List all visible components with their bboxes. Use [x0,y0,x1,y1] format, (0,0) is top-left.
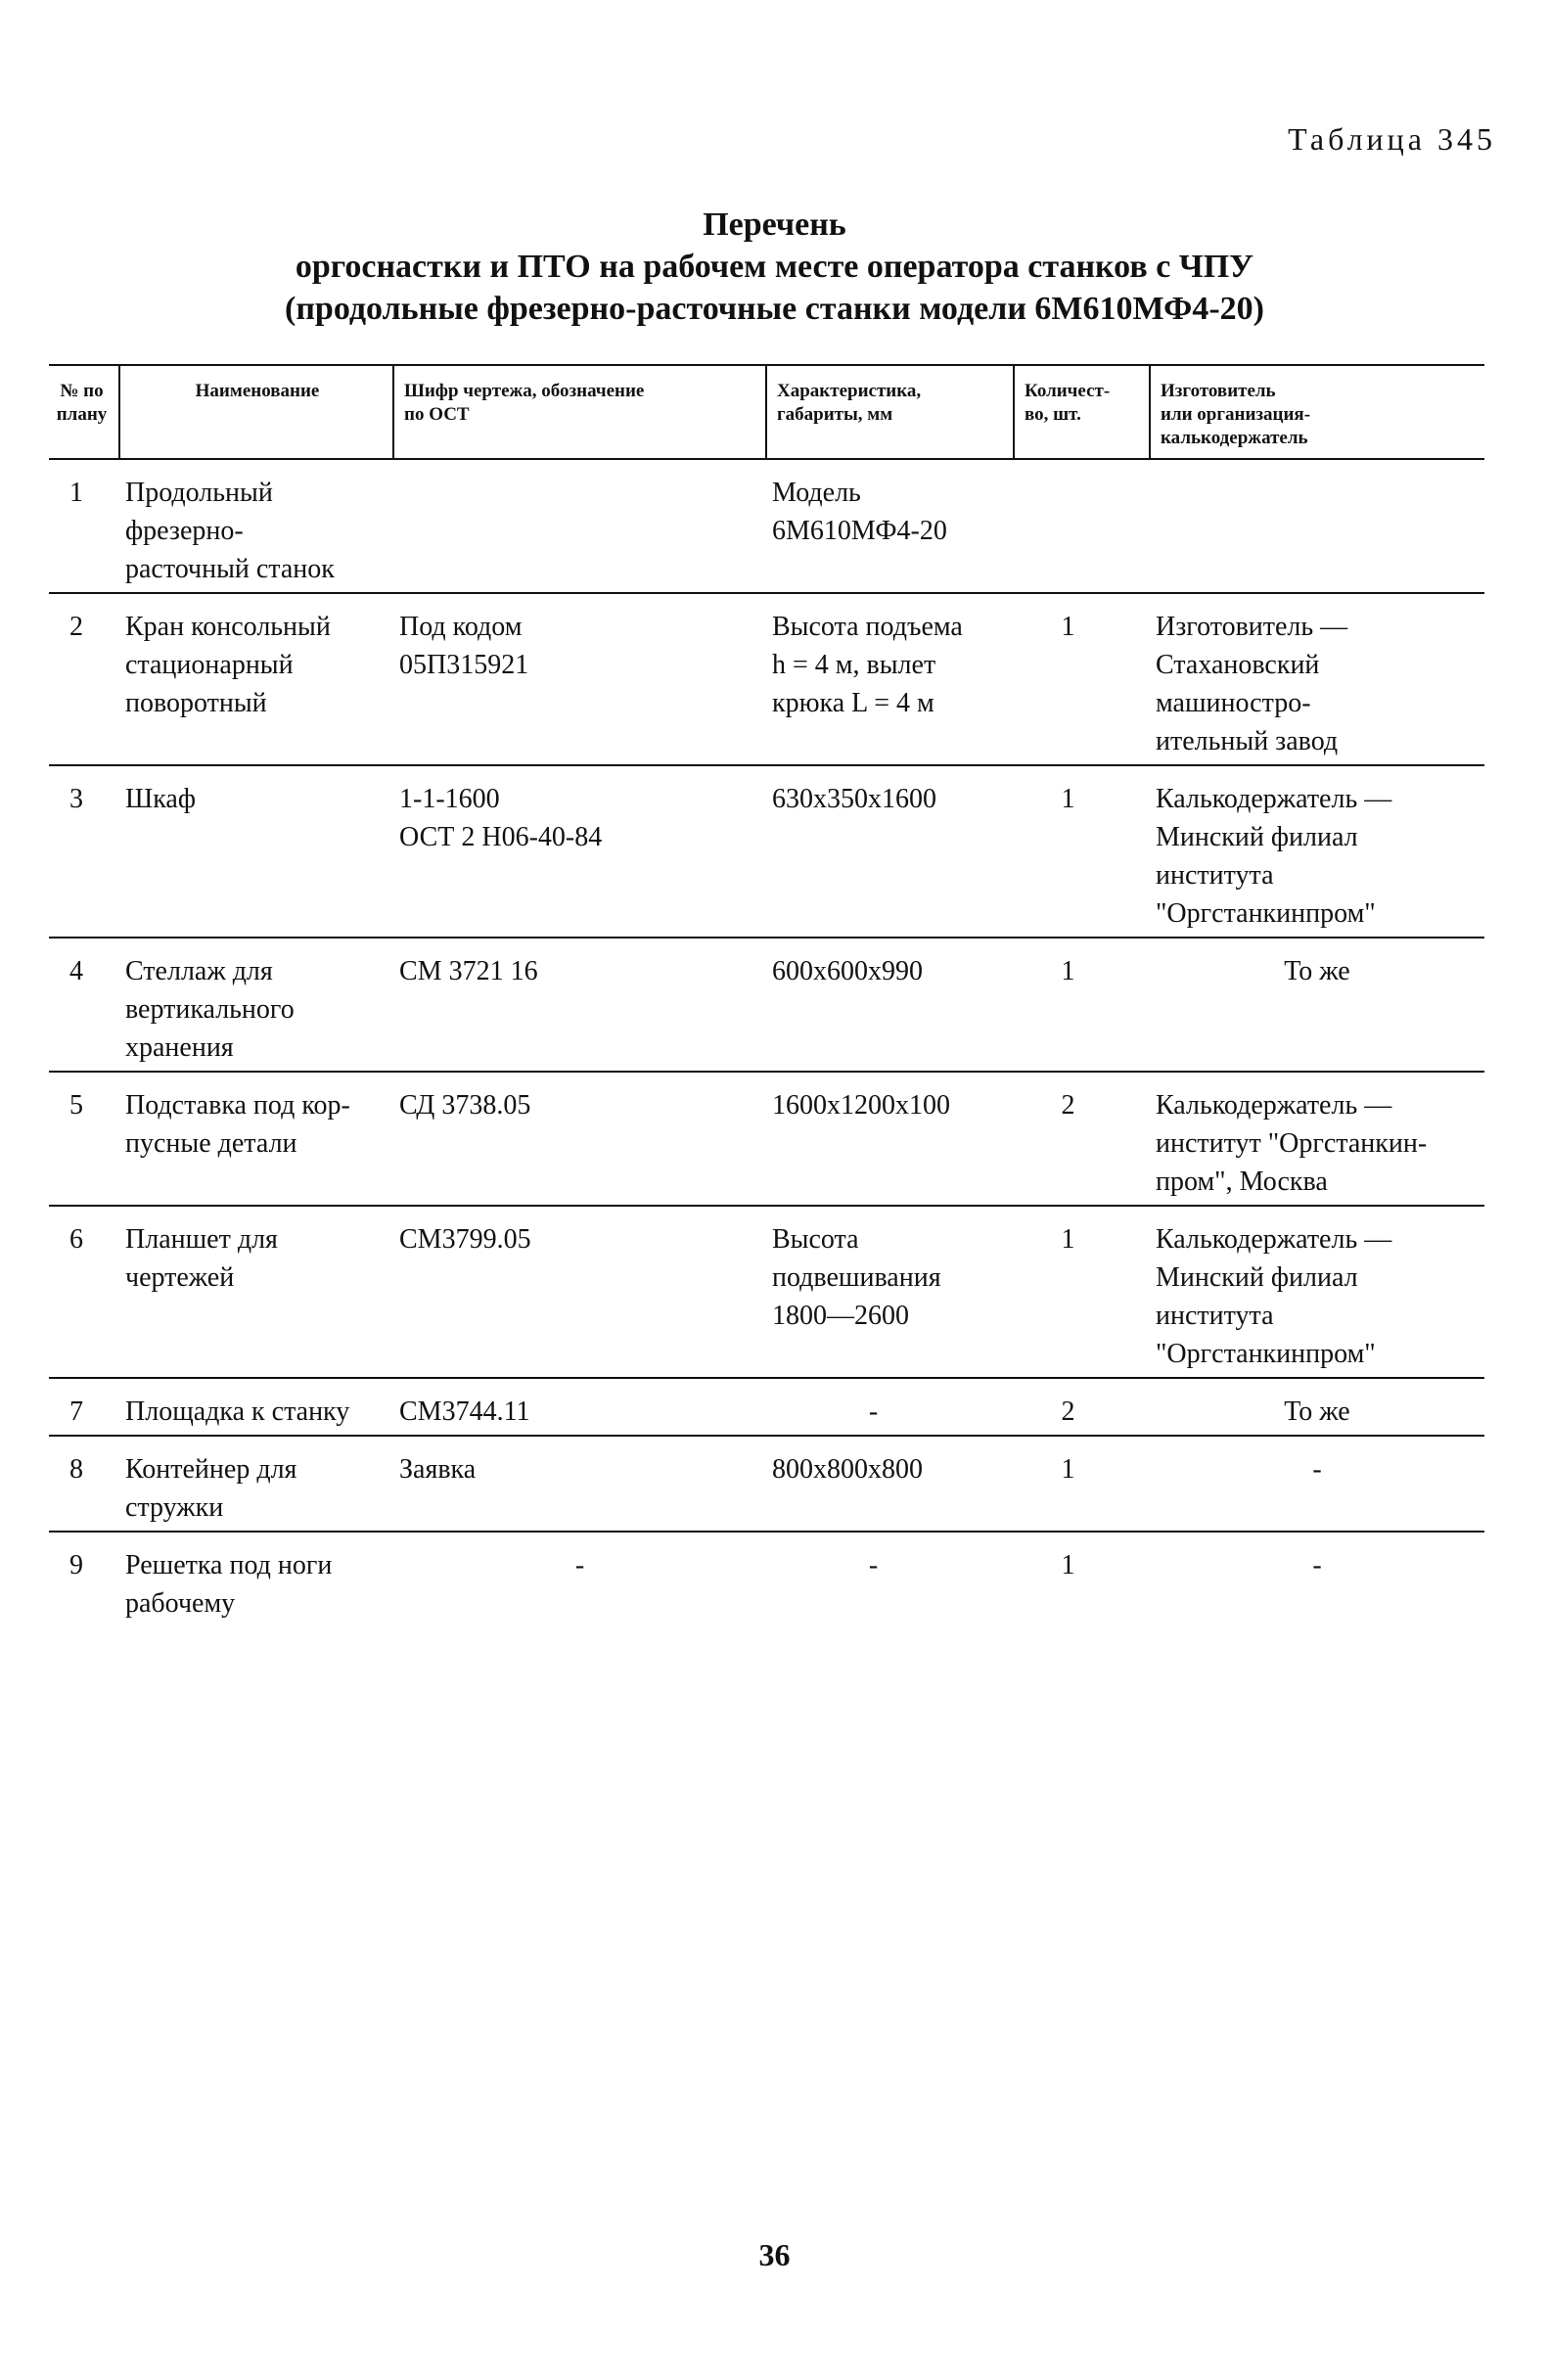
header-plan-number: № по плану [49,365,119,459]
table-row [49,459,1484,593]
row-quantity: 1 [1014,1436,1150,1532]
title-line-1: Перечень [703,206,846,243]
row-code: СМ3799.05 [393,1206,766,1378]
row-maker: Калькодержатель — Минский филиал института "Оргстанкинпром" [1150,765,1484,938]
row-name: Площадка к станку [119,1378,393,1436]
header-manufacturer: Изготовитель или организация- калькодержатель [1150,365,1484,459]
table-row [49,1532,1484,1626]
row-code: 1-1-1600 ОСТ 2 Н06-40-84 [393,765,766,938]
row-name: Продольный фрезерно- расточный станок [119,459,393,593]
row-spec: - [868,1550,879,1580]
row-name: Решетка под ноги рабочему [125,1550,333,1619]
row-maker: Изготовитель — Стахановский машиностро- ительный завод [1150,593,1484,765]
row-quantity: 1 [1014,1206,1150,1378]
table-row [49,1378,1484,1436]
row-maker: Калькодержатель — институт "Оргстанкин- пром", Москва [1150,1072,1484,1206]
row-number: 2 [49,593,119,765]
row-quantity [1014,459,1150,593]
row-spec: Высота подвешивания 1800—2600 [766,1206,1014,1378]
table-row [49,765,1484,938]
row-number: 5 [49,1072,119,1206]
row-code: СМ 3721 16 [393,938,766,1072]
row-maker: - [1150,1436,1484,1532]
row-spec: 800x800x800 [766,1436,1014,1532]
row-maker: То же [1150,938,1484,1072]
document-title [0,204,1549,330]
row-number: 7 [49,1378,119,1436]
row-number: 4 [49,938,119,1072]
title-line-3: (продольные фрезерно-расточные станки модели 6М610МФ4-20) [285,291,1264,327]
row-code [393,459,766,593]
header-drawing-code: Шифр чертежа, обозначение по ОСТ [393,365,766,459]
table-row [49,1436,1484,1532]
row-number: 1 [49,459,119,593]
table-row [49,593,1484,765]
row-quantity: 1 [1014,765,1150,938]
row-quantity: 2 [1014,1378,1150,1436]
row-name: Планшет для чертежей [119,1206,393,1378]
row-maker: То же [1150,1378,1484,1436]
row-number: 8 [49,1436,119,1532]
table-row [49,1072,1484,1206]
header-quantity: Количест- во, шт. [1014,365,1150,459]
row-quantity: 1 [1014,593,1150,765]
row-spec: Модель 6М610МФ4-20 [766,459,1014,593]
row-quantity: 1 [1014,938,1150,1072]
row-number: 9 [69,1550,83,1580]
title-line-2: оргоснастки и ПТО на рабочем месте оператора станков с ЧПУ [295,249,1254,285]
row-quantity: 1 [1061,1550,1075,1580]
equipment-table [49,364,1484,1626]
row-maker: Калькодержатель — Минский филиал института "Оргстанкинпром" [1150,1206,1484,1378]
row-maker: - [1312,1550,1322,1580]
table-number: Таблица 345 [1288,121,1496,157]
row-spec: - [766,1378,1014,1436]
row-number: 3 [49,765,119,938]
row-code: Заявка [393,1436,766,1532]
table-row [49,1206,1484,1378]
row-spec: 1600x1200x100 [766,1072,1014,1206]
row-code: - [574,1550,585,1580]
row-quantity: 2 [1014,1072,1150,1206]
row-spec: 600x600x990 [766,938,1014,1072]
page-number: 36 [758,2237,791,2272]
row-maker [1150,459,1484,593]
row-name: Подставка под кор- пусные детали [119,1072,393,1206]
row-code: Под кодом 05П315921 [393,593,766,765]
row-spec: Высота подъема h = 4 м, вылет крюка L = 4 м [766,593,1014,765]
row-code: СД 3738.05 [393,1072,766,1206]
header-name: Наименование [119,365,393,459]
row-name: Контейнер для стружки [119,1436,393,1532]
table-header-row [49,365,1484,459]
table-row [49,938,1484,1072]
row-name: Стеллаж для вертикального хранения [119,938,393,1072]
row-code: СМ3744.11 [393,1378,766,1436]
row-spec: 630x350x1600 [766,765,1014,938]
header-characteristics: Характеристика, габариты, мм [766,365,1014,459]
row-name: Кран консольный стационарный поворотный [119,593,393,765]
row-name: Шкаф [119,765,393,938]
row-number: 6 [49,1206,119,1378]
